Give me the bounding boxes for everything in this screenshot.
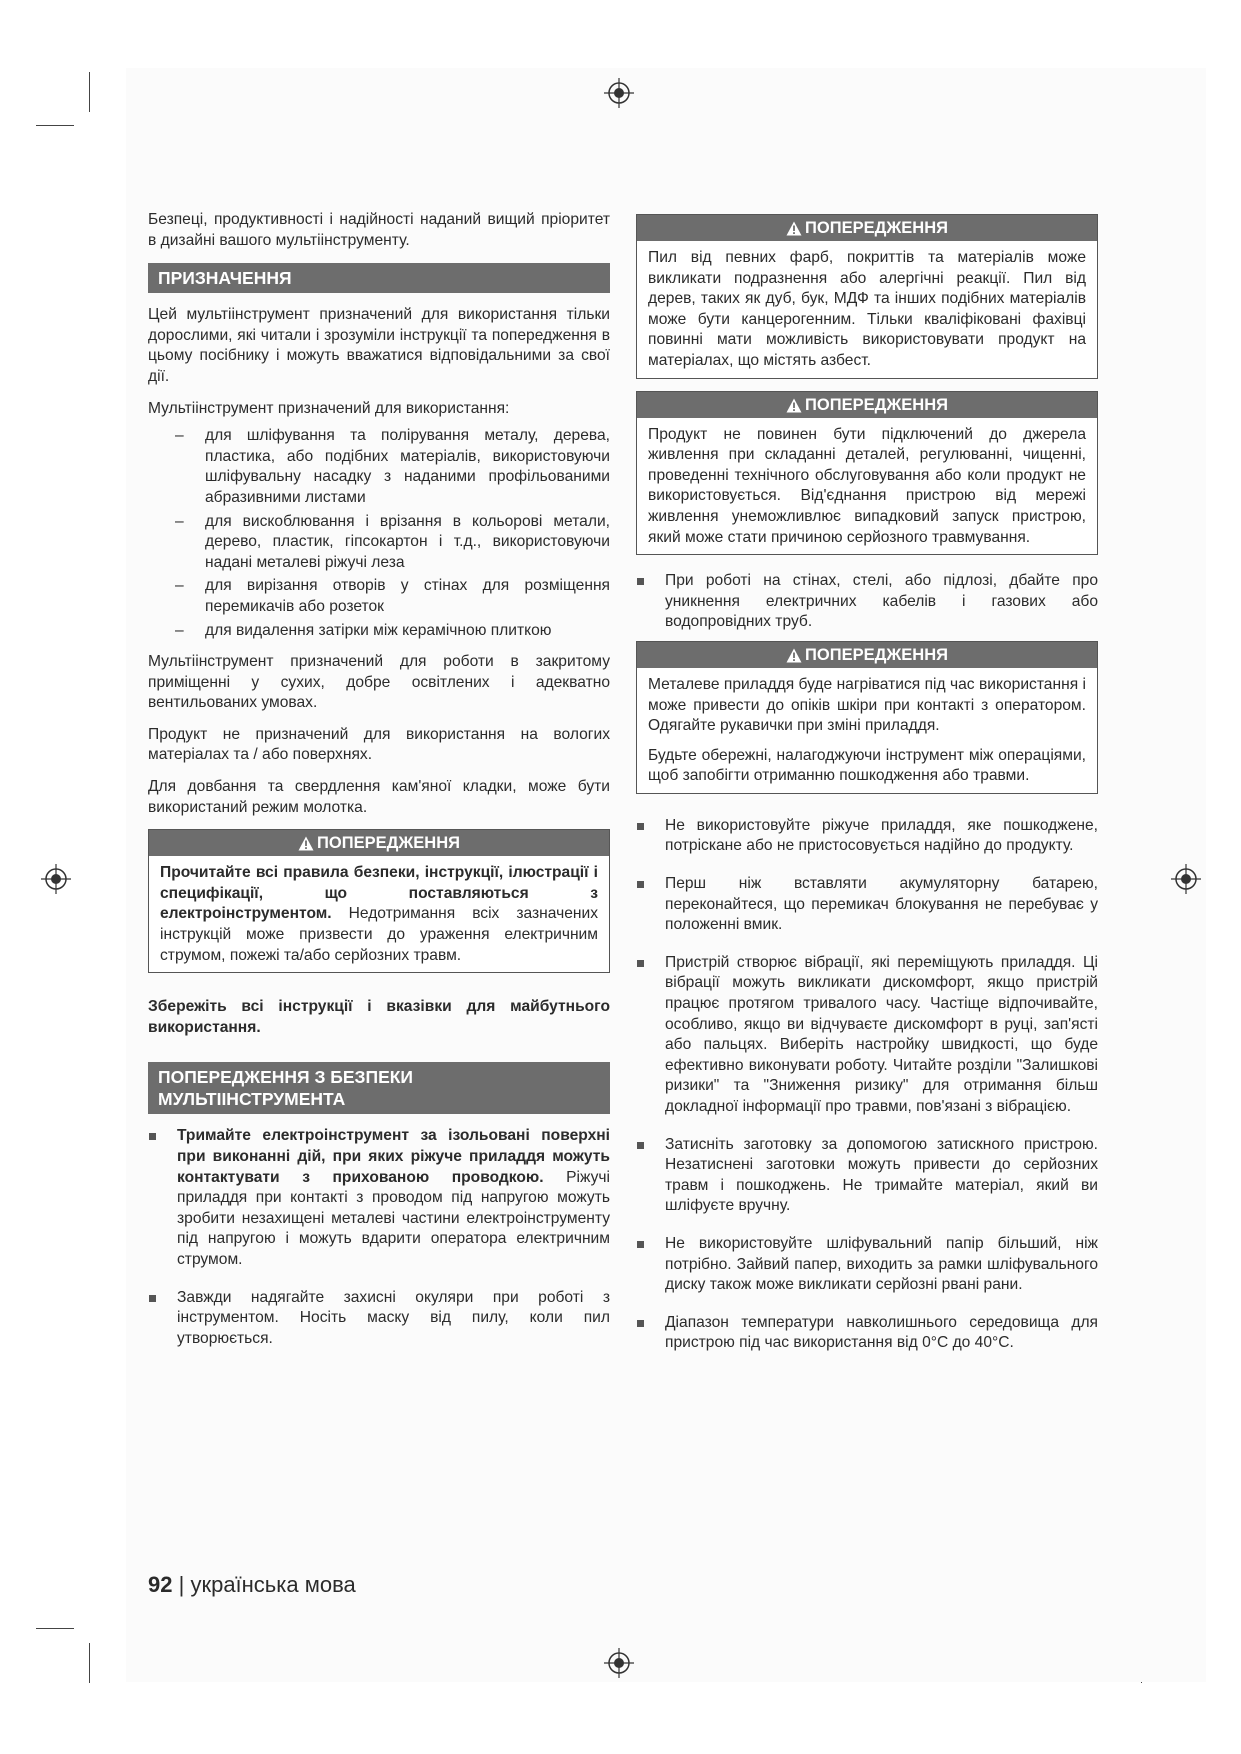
warning-box: [148, 829, 610, 973]
warning-header: [149, 830, 609, 856]
list-item: [148, 1126, 610, 1270]
bullet-square-icon: [637, 960, 644, 967]
warning-body: [149, 856, 609, 972]
safety-list: [148, 1126, 610, 1349]
crop-mark: [89, 1643, 90, 1683]
list-item: [636, 1135, 1098, 1217]
dash-marker: –: [175, 621, 184, 639]
warning-body: [637, 418, 1097, 555]
bullet-square-icon: [637, 1320, 644, 1327]
list-item: [148, 512, 610, 574]
intro-text: Безпеці, продуктивності і надійності наданий вищий пріоритет в дизайні вашого мультіінструменту.: [148, 211, 610, 249]
list-item-text: Перш ніж вставляти акумуляторну батарею, переконайтеся, що перемикач блокування не перебуває у положенні вмик.: [665, 875, 1098, 934]
warning-box: [636, 641, 1098, 794]
bullet-square-icon: [637, 881, 644, 888]
list-item: [148, 621, 610, 642]
dash-marker: –: [175, 427, 184, 445]
warning-box: [636, 391, 1098, 556]
warning-title: ПОПЕРЕДЖЕННЯ: [805, 395, 948, 414]
list-item-text: Не використовуйте ріжуче приладдя, яке пошкоджене, потріскане або не пристосовується надійно до продукту.: [665, 816, 1098, 855]
list-item: [636, 1234, 1098, 1296]
crop-mark: [89, 72, 90, 112]
warning-triangle-icon: [786, 221, 802, 236]
bullet-square-icon: [637, 823, 644, 830]
crop-mark: [36, 1628, 74, 1629]
bullet-square-icon: [637, 578, 644, 585]
warning-text-regular: Недотримання всіх зазначених інструкцій може призвести до ураження електричним струмом, пожежі та/або серйозних травм.: [160, 905, 598, 964]
list-item-text: Діапазон температури навколишнього середовища для пристрою під час використання від 0°C до 40°C.: [665, 1313, 1098, 1352]
warning-header: [637, 392, 1097, 418]
save-instructions-note: Збережіть всі інструкції і вказівки для майбутнього використання.: [148, 998, 610, 1036]
walls-list: [636, 571, 1098, 633]
warning-text-bold: Прочитайте всі правила безпеки, інструкції, ілюстрації і специфікації, що поставляються з електроінструментом.: [160, 864, 598, 923]
list-item-text: Завжди надягайте захисні окуляри при роботі з інструментом. Носіть маску від пилу, коли пил утворюється.: [177, 1288, 610, 1347]
warning-text: Металеве приладдя буде нагріватися під час використання і може привести до опіків шкіри при контакті з оператором. Одягайте рукавички при зміні приладдя.: [648, 675, 1086, 735]
registration-mark-icon: [1171, 864, 1201, 894]
warning-text: Будьте обережні, налагоджуючи інструмент між операціями, щоб запобігти отриманню пошкодження або травми.: [648, 746, 1086, 785]
page-number: 92: [148, 1572, 173, 1597]
list-item-text: для шліфування та полірування металу, дерева, пластика, або подібних матеріалів, використовуючи шліфувальну насадку з наданими профільованими абразивними листами: [205, 427, 610, 506]
warning-title: ПОПЕРЕДЖЕННЯ: [805, 219, 948, 237]
list-item-text: для видалення затірки між керамічною плиткою: [205, 621, 552, 639]
list-item-text: для вирізання отворів у стінах для розміщення перемикачів або розеток: [205, 577, 610, 615]
left-column: [148, 210, 610, 1366]
purpose-paragraph: Мультіінструмент призначений для використання:: [148, 399, 510, 417]
bullet-square-icon: [149, 1133, 156, 1140]
dash-marker: –: [175, 512, 184, 530]
registration-mark-icon: [604, 1648, 634, 1678]
list-item-text-bold: Тримайте електроінструмент за ізольовані поверхні при виконанні дій, при яких ріжуче приладдя можуть контактувати з прихованою проводкою.: [177, 1127, 610, 1186]
list-item-text: При роботі на стінах, стелі, або підлозі, дбайте про уникнення електричних кабелів і газових або водопровідних труб.: [665, 572, 1098, 631]
warning-text: [160, 863, 598, 966]
list-item: [636, 874, 1098, 936]
right-column: [636, 214, 1098, 1371]
list-item: [636, 816, 1098, 857]
bullet-square-icon: [637, 1241, 644, 1248]
purpose-paragraph: Для довбання та свердлення кам'яної кладки, може бути використаний режим молотка.: [148, 778, 610, 816]
registration-mark-icon: [604, 78, 634, 108]
purpose-paragraph: Цей мультіінструмент призначений для використання тільки дорослими, які читали і зрозуміли інструкції та попередження в цьому посібнику і можуть вважатися відповідальними за свої дії.: [148, 306, 610, 385]
uses-list: [148, 426, 610, 641]
warning-header: [637, 642, 1097, 668]
warning-title: ПОПЕРЕДЖЕННЯ: [317, 834, 460, 853]
list-item-text: Не використовуйте шліфувальний папір більший, ніж потрібно. Зайвий папер, виходить за рамки шліфувального диску також може викликати серйозні рвані рани.: [665, 1234, 1098, 1294]
list-item: [636, 571, 1098, 633]
list-item: [636, 953, 1098, 1118]
safety-list-right: [636, 816, 1098, 1354]
crop-mark: [36, 125, 74, 126]
footer-separator: |: [178, 1572, 185, 1597]
registration-mark-icon: [41, 864, 71, 894]
page-footer: [148, 1572, 356, 1598]
warning-header: [637, 215, 1097, 241]
list-item-text: Затисніть заготовку за допомогою затискного пристрою. Незатиснені заготовки можуть привести до серйозних травм і пошкоджень. Не тримайте матеріал, який ви шліфуєте вручну.: [665, 1135, 1098, 1215]
warning-triangle-icon: [298, 836, 314, 851]
list-item-text: для вискоблювання і врізання в кольорові метали, дерево, пластик, гіпсокартон і т.д., використовуючи надані металеві ріжучі леза: [205, 512, 610, 571]
bullet-square-icon: [149, 1295, 156, 1302]
warning-triangle-icon: [786, 648, 802, 663]
list-item-text: Ріжучі приладдя при контакті з проводом під напругою можуть зробити незахищені металеві частини електроінструменту під напругою і можуть вдарити оператора електричним струмом.: [177, 1168, 610, 1268]
warning-body: [637, 668, 1097, 793]
bullet-square-icon: [637, 1142, 644, 1149]
list-item: [148, 426, 610, 508]
list-item: [636, 1313, 1098, 1354]
warning-box: [636, 214, 1098, 379]
section-heading-purpose: ПРИЗНАЧЕННЯ: [148, 263, 610, 293]
purpose-paragraph: Продукт не призначений для використання на вологих матеріалах та / або поверхнях.: [148, 725, 610, 764]
warning-triangle-icon: [786, 398, 802, 413]
warning-text: Продукт не повинен бути підключений до джерела живлення при складанні деталей, регулюванні, чищенні, проведенні технічного обслуговування або коли продукт не використовується. Від'єднання пристрою від мережі живлення унеможливлює випадковий запуск пристрою, який може стати причиною серйозного травмування.: [648, 425, 1086, 546]
purpose-paragraph: Мультіінструмент призначений для роботи в закритому приміщенні у сухих, добре освітлених і адекватно вентильованих умовах.: [148, 653, 610, 712]
list-item-text: Пристрій створює вібрації, які переміщують приладдя. Ці вібрації можуть викликати дискомфорт, якщо пристрій працює протягом тривалого часу. Частіще відпочивайте, особливо, якщо ви відчуваєте дискомфорт в руці, зап'ясті або пальцях. Виберіть настройку швидкості, що буде ефективно виконувати роботу. Читайте розділи "Залишкові ризики" та "Зниження ризику" для отримання більш докладної інформації про травми, пов'язані з вібрацією.: [665, 953, 1098, 1115]
warning-body: [637, 241, 1097, 378]
list-item: [148, 576, 610, 617]
dash-marker: –: [175, 577, 184, 595]
list-item: [148, 1288, 610, 1350]
warning-title: ПОПЕРЕДЖЕННЯ: [805, 645, 948, 664]
warning-text: Пил від певних фарб, покриттів та матеріалів може викликати подразнення або алергічні реакції. Пил від дерев, таких як дуб, бук, МДФ та інших подібних матеріалів може бути канцерогенним. Тільки кваліфіковані фахівці повинні мати можливість використовувати продукт на матеріалах, що містять азбест.: [648, 249, 1086, 369]
footer-language: українська мова: [190, 1572, 356, 1597]
section-heading-safety: ПОПЕРЕДЖЕННЯ З БЕЗПЕКИ МУЛЬТІІНСТРУМЕНТА: [148, 1062, 610, 1114]
